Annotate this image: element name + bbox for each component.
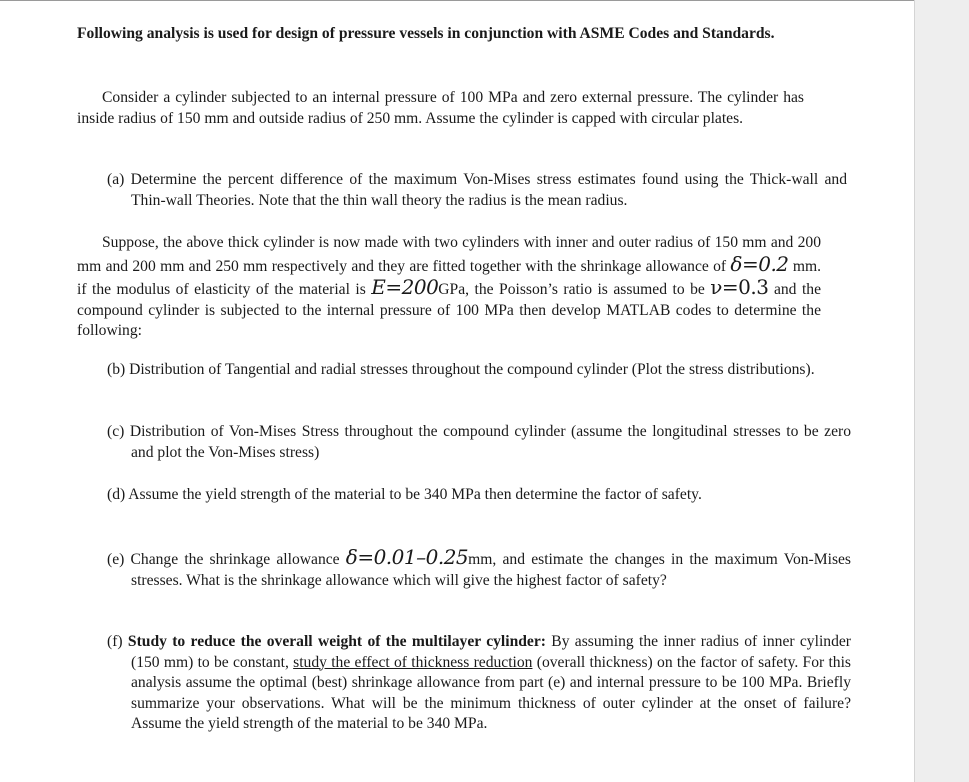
compound-text-3: GPa, the Poisson’s ratio is assumed to be <box>438 281 711 298</box>
shrinkage-equation: δ=0.2 <box>730 251 789 276</box>
part-f-text-1: By assuming the inner radius of inner cylinder (150 mm) to be constant, <box>131 633 851 671</box>
part-e-text-1: (e) Change the shrinkage allowance <box>107 551 346 568</box>
poisson-equation: ν=0.3 <box>710 275 769 299</box>
side-panel <box>914 0 969 782</box>
intro-paragraph: Consider a cylinder subjected to an internal pressure of 100 MPa and zero external pressure. The cylinder has inside radius of 150 mm and outside radius of 250 mm. Assume the cylinder is capped with circular plates. <box>77 89 804 127</box>
part-a: (a) Determine the percent difference of the maximum Von-Mises stress estimates found using the Thick-wall and Thin-wall Theories. Note that the thin wall theory the radius is the mean radius. <box>107 171 847 209</box>
part-b: (b) Distribution of Tangential and radial stresses throughout the compound cylinder (Plot the stress distributions). <box>107 361 815 378</box>
part-f-bold-heading: Study to reduce the overall weight of the multilayer cylinder: <box>127 633 546 650</box>
document-heading: Following analysis is used for design of pressure vessels in conjunction with ASME Codes and Standards. <box>77 25 775 42</box>
part-c: (c) Distribution of Von-Mises Stress throughout the compound cylinder (assume the longitudinal stresses to be zero and plot the Von-Mises stress) <box>107 423 851 461</box>
part-e-text-2: mm, and estimate the changes in the maximum Von-Mises stresses. What is the shrinkage allowance which will give the highest factor of safety? <box>131 551 852 589</box>
compound-text-2: mm. if the modulus of elasticity of the material is <box>77 257 821 298</box>
part-f-text-2: (overall thickness) on the factor of safety. For this analysis assume the optimal (best) shrinkage allowance from part (e) and internal pressure to be 100 MPa. Briefly summarize your observations. What will be the minimum thickness of outer cylinder at the onset of failure? Assume the yield strength of the material to be 340 MPa. <box>131 653 851 732</box>
compound-cylinder-paragraph <box>77 233 821 342</box>
part-e <box>107 547 851 591</box>
part-f-underlined: study the effect of thickness reduction <box>293 653 533 671</box>
shrinkage-range-equation: δ=0.01–0.25 <box>345 545 469 569</box>
part-f-label: (f) <box>107 633 128 650</box>
modulus-equation: E=200 <box>371 275 439 299</box>
part-d: (d) Assume the yield strength of the material to be 340 MPa then determine the factor of safety. <box>107 486 702 503</box>
part-f <box>107 632 851 735</box>
compound-text-4: and the compound cylinder is subjected to the internal pressure of 100 MPa then develop MATLAB codes to determine the following: <box>77 281 821 339</box>
compound-text-1: Suppose, the above thick cylinder is now made with two cylinders with inner and outer radius of 150 mm and 200 mm and 200 mm and 250 mm respectively and they are fitted together with the shrinkage allowance of <box>77 234 821 275</box>
